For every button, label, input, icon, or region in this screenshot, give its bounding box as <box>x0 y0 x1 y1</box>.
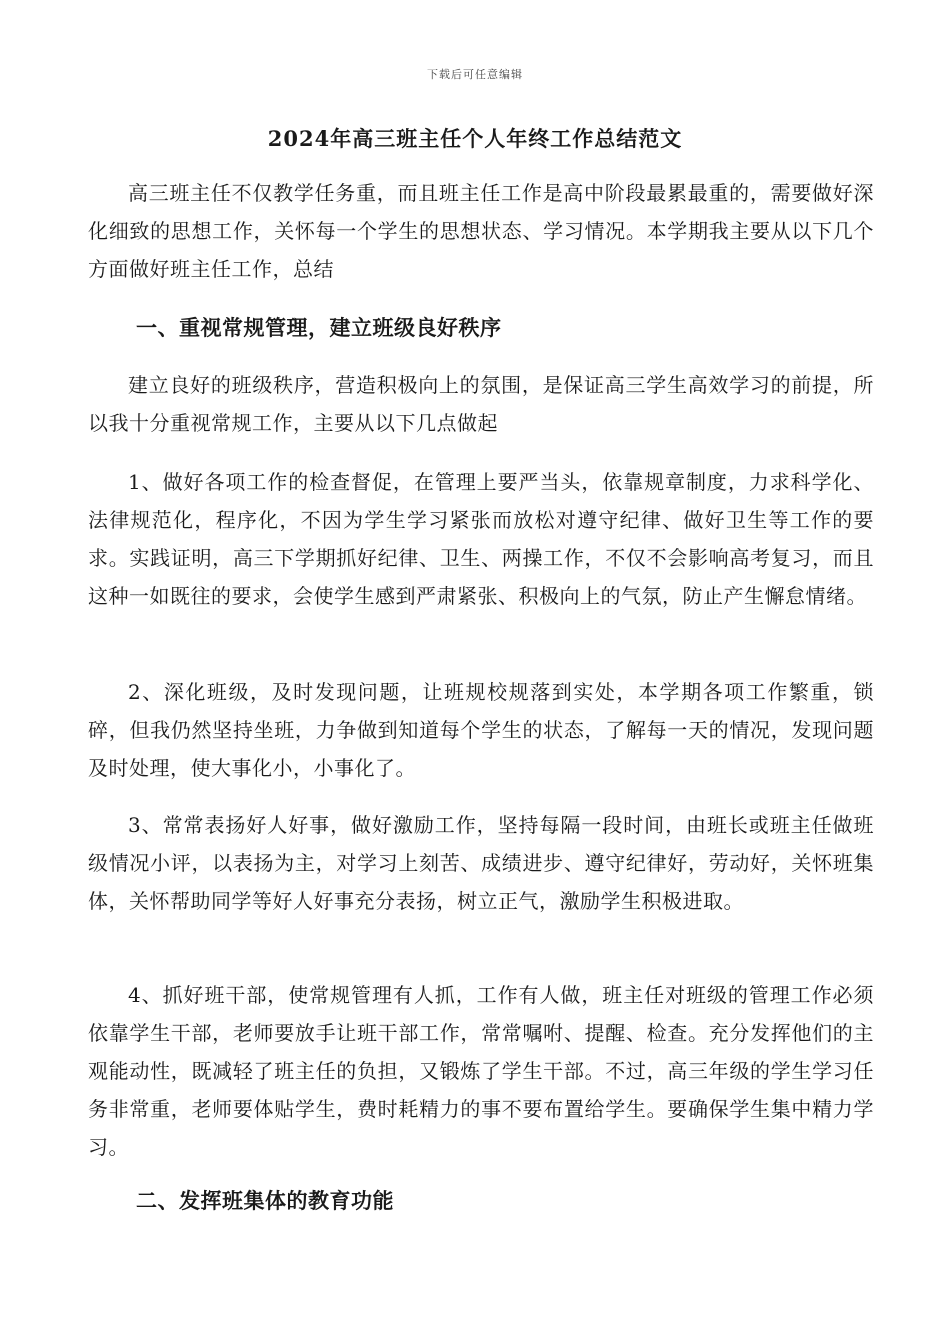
document-title: 2024年高三班主任个人年终工作总结范文 <box>267 126 683 151</box>
section-1-paragraph-3: 3、常常表扬好人好事，做好激励工作，坚持每隔一段时间，由班长或班主任做班级情况小评，以表扬为主，对学习上刻苦、成绩进步、遵守纪律好，劳动好，关怀班集体，关怀帮助同学等好人好事充分表扬，树立正气，激励学生积极进取。 <box>88 813 874 913</box>
intro-paragraph: 高三班主任不仅教学任务重，而且班主任工作是高中阶段最累最重的，需要做好深化细致的思想工作，关怀每一个学生的思想状态、学习情况。本学期我主要从以下几个方面做好班主任工作，总结 <box>88 181 874 281</box>
section-1-paragraph-4: 4、抓好班干部，使常规管理有人抓，工作有人做，班主任对班级的管理工作必须依靠学生干部，老师要放手让班干部工作，常常嘱咐、提醒、检查。充分发挥他们的主观能动性，既减轻了班主任的负担，又锻炼了学生干部。不过，高三年级的学生学习任务非常重，老师要体贴学生，费时耗精力的事不要布置给学生。要确保学生集中精力学习。 <box>88 983 874 1159</box>
header-note: 下载后可任意编辑 <box>427 68 523 81</box>
section-heading-2: 二、发挥班集体的教育功能 <box>136 1188 394 1213</box>
section-1-paragraph-0: 建立良好的班级秩序，营造积极向上的氛围，是保证高三学生高效学习的前提，所以我十分重视常规工作，主要从以下几点做起 <box>88 373 874 435</box>
section-1-paragraph-1: 1、做好各项工作的检查督促，在管理上要严当头，依靠规章制度，力求科学化、法律规范化，程序化，不因为学生学习紧张而放松对遵守纪律、做好卫生等工作的要求。实践证明，高三下学期抓好纪律、卫生、两操工作，不仅不会影响高考复习，而且这种一如既往的要求，会使学生感到严肃紧张、积极向上的气氛，防止产生懈怠情绪。 <box>88 470 874 608</box>
section-heading-1: 一、重视常规管理，建立班级良好秩序 <box>136 315 502 340</box>
section-1-paragraph-2: 2、深化班级，及时发现问题，让班规校规落到实处，本学期各项工作繁重，锁碎，但我仍然坚持坐班，力争做到知道每个学生的状态，了解每一天的情况，发现问题及时处理，使大事化小，小事化了。 <box>88 680 874 780</box>
